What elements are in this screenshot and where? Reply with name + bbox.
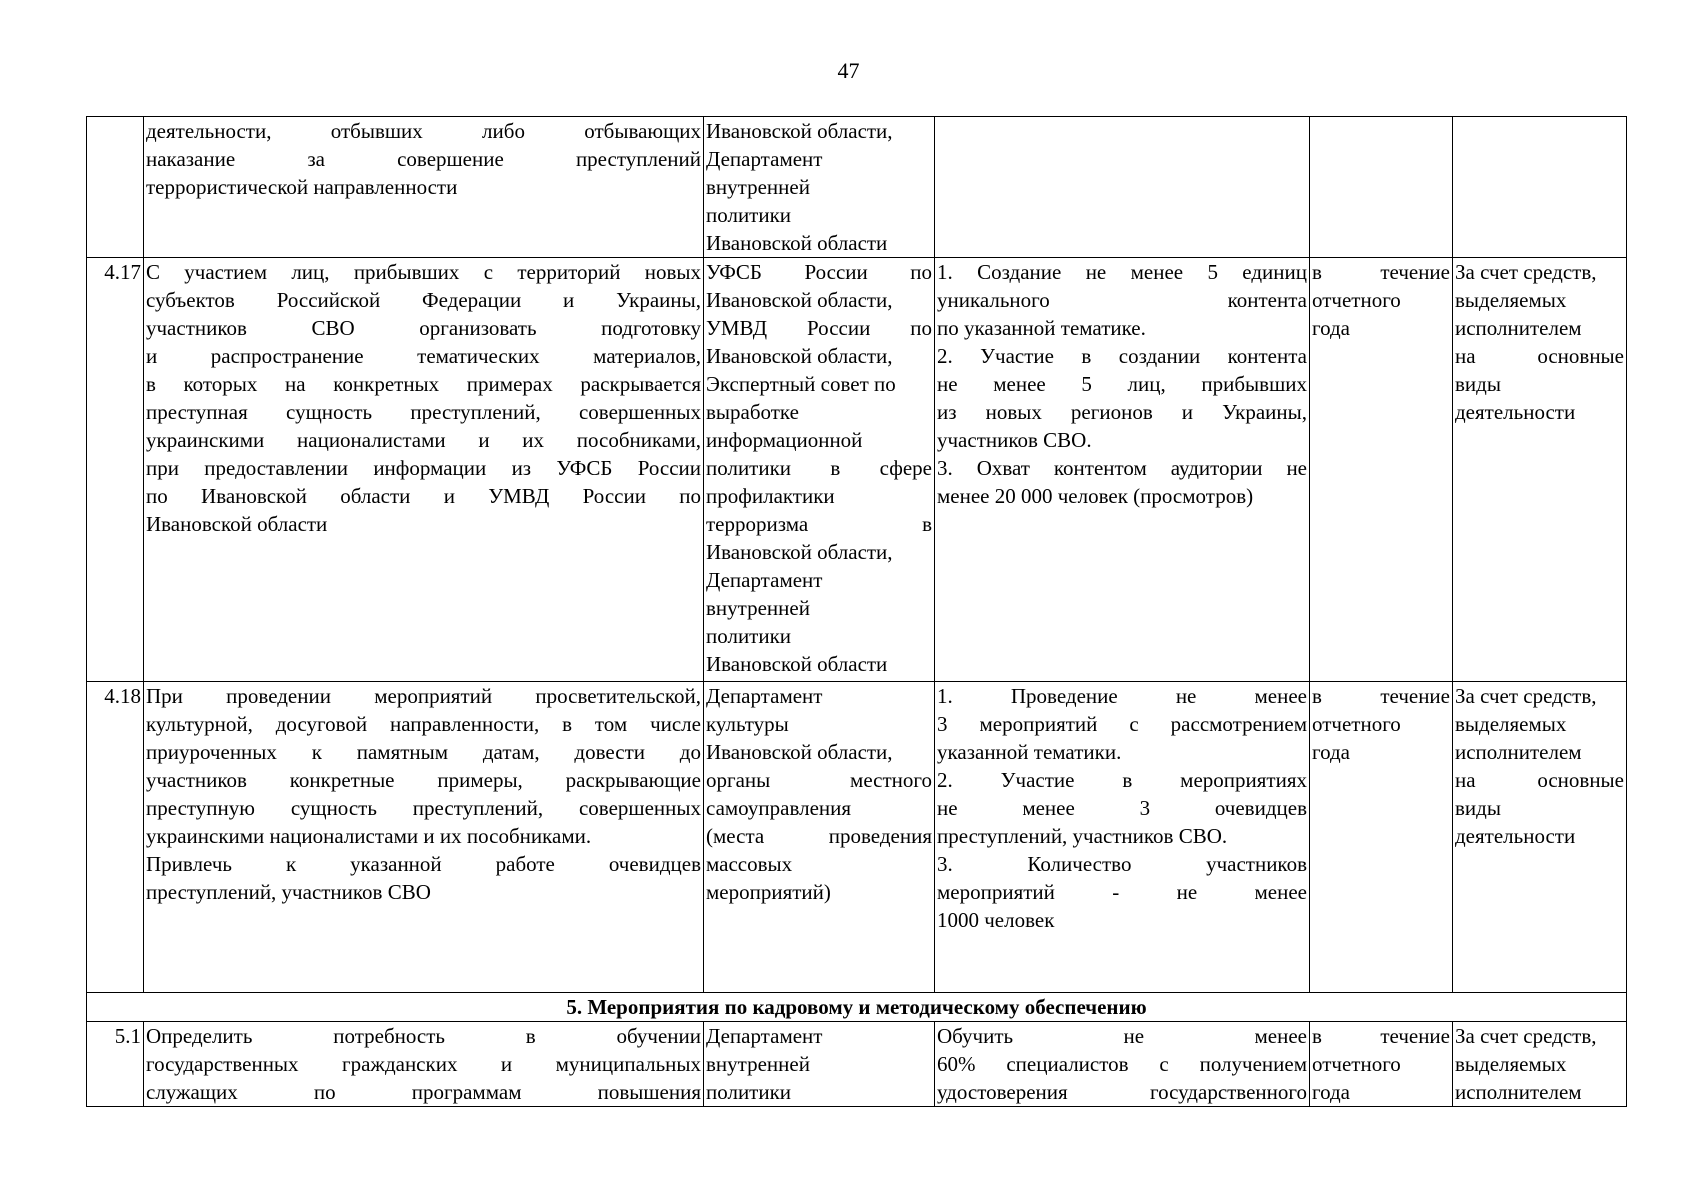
executor-line: политики xyxy=(706,624,792,648)
measure-line: преступлений, участников СВО xyxy=(146,880,431,904)
funding-cell xyxy=(1453,682,1627,993)
result-line: 3 мероприятий с рассмотрением xyxy=(937,712,1307,736)
result-line: из новых регионов и Украины, xyxy=(937,400,1307,424)
results-cell xyxy=(935,117,1310,258)
executors-cell xyxy=(704,117,935,258)
measure-line: Определить потребность в обучении xyxy=(146,1024,701,1048)
term-line: в течение xyxy=(1312,260,1450,284)
measure-line: С участием лиц, прибывших с территорий новых xyxy=(146,260,701,284)
row-number: 4.18 xyxy=(87,682,144,993)
funding-line: исполнителем xyxy=(1455,316,1582,340)
executor-line: УМВД России по xyxy=(706,316,932,340)
measure-line: служащих по программам повышения xyxy=(146,1080,701,1104)
result-line: указанной тематики. xyxy=(937,740,1122,764)
measure-line: украинскими националистами и их пособниками, xyxy=(146,428,701,452)
executor-line: Ивановской области, xyxy=(706,119,893,143)
executor-line: Ивановской области, xyxy=(706,540,893,564)
measures-table xyxy=(86,116,1627,1107)
term-line: в течение xyxy=(1312,684,1450,708)
result-line: преступлений, участников СВО. xyxy=(937,824,1228,848)
measure-line: в которых на конкретных примерах раскрывается xyxy=(146,372,701,396)
executor-line: массовых xyxy=(706,852,793,876)
executor-line: мероприятий) xyxy=(706,880,831,904)
term-line: отчетного xyxy=(1312,288,1401,312)
measure-line: при предоставлении информации из УФСБ России xyxy=(146,456,701,480)
result-line: не менее 3 очевидцев xyxy=(937,796,1307,820)
measure-line: субъектов Российской Федерации и Украины, xyxy=(146,288,701,312)
measure-line: деятельности, отбывших либо отбывающих xyxy=(146,119,701,143)
executor-line: внутренней xyxy=(706,596,810,620)
measure-line: Ивановской области xyxy=(146,512,328,536)
result-line: 3. Охват контентом аудитории не xyxy=(937,456,1307,480)
page-number: 47 xyxy=(837,58,860,83)
funding-line: виды xyxy=(1455,796,1501,820)
funding-cell xyxy=(1453,258,1627,682)
section-heading: 5. Мероприятия по кадровому и методическому обеспечению xyxy=(87,993,1627,1022)
executor-line: Ивановской области xyxy=(706,652,888,676)
row-number xyxy=(87,117,144,258)
executor-line: выработке xyxy=(706,400,799,424)
measure-line: наказание за совершение преступлений xyxy=(146,147,701,171)
funding-cell xyxy=(1453,117,1627,258)
funding-line: выделяемых xyxy=(1455,712,1567,736)
funding-line: деятельности xyxy=(1455,824,1576,848)
result-line: по указанной тематике. xyxy=(937,316,1146,340)
measure-line: участников конкретные примеры, раскрывающие xyxy=(146,768,701,792)
measure-line: При проведении мероприятий просветительской, xyxy=(146,684,701,708)
section-heading-row xyxy=(87,993,1627,1022)
term-cell xyxy=(1310,117,1453,258)
result-line: 1. Создание не менее 5 единиц xyxy=(937,260,1307,284)
table-row xyxy=(87,258,1627,682)
results-cell xyxy=(935,682,1310,993)
table-row xyxy=(87,1022,1627,1107)
executors-cell xyxy=(704,682,935,993)
result-line: 2. Участие в мероприятиях xyxy=(937,768,1307,792)
measure-line: террористической направленности xyxy=(146,175,458,199)
executor-line: политики xyxy=(706,203,792,227)
measure-cell xyxy=(144,1022,704,1107)
executor-line: УФСБ России по xyxy=(706,260,932,284)
result-line: 60% специалистов с получением xyxy=(937,1052,1307,1076)
measure-line: преступная сущность преступлений, совершенных xyxy=(146,400,701,424)
executor-line: органы местного xyxy=(706,768,932,792)
term-line: года xyxy=(1312,316,1350,340)
term-cell xyxy=(1310,258,1453,682)
executors-cell xyxy=(704,258,935,682)
measure-line: культурной, досуговой направленности, в том числе xyxy=(146,712,701,736)
result-line: 1000 человек xyxy=(937,908,1055,932)
measure-line: и распространение тематических материалов, xyxy=(146,344,701,368)
row-number: 4.17 xyxy=(87,258,144,682)
funding-line: За счет средств, xyxy=(1455,684,1597,708)
funding-cell xyxy=(1453,1022,1627,1107)
term-line: в течение xyxy=(1312,1024,1450,1048)
executor-line: Ивановской области, xyxy=(706,344,893,368)
measure-line: Привлечь к указанной работе очевидцев xyxy=(146,852,701,876)
term-line: отчетного xyxy=(1312,1052,1401,1076)
result-line: Обучить не менее xyxy=(937,1024,1307,1048)
executor-line: Департамент xyxy=(706,147,823,171)
results-cell xyxy=(935,258,1310,682)
executor-line: политики в сфере xyxy=(706,456,932,480)
funding-line: За счет средств, xyxy=(1455,260,1597,284)
funding-line: на основные xyxy=(1455,768,1624,792)
funding-line: выделяемых xyxy=(1455,288,1567,312)
results-cell xyxy=(935,1022,1310,1107)
funding-line: выделяемых xyxy=(1455,1052,1567,1076)
result-line: уникального контента xyxy=(937,288,1307,312)
executor-line: политики xyxy=(706,1080,792,1104)
result-line: менее 20 000 человек (просмотров) xyxy=(937,484,1254,508)
executor-line: Департамент xyxy=(706,1024,823,1048)
measure-line: участников СВО организовать подготовку xyxy=(146,316,701,340)
funding-line: За счет средств, xyxy=(1455,1024,1597,1048)
funding-line: исполнителем xyxy=(1455,1080,1582,1104)
measure-line: приуроченных к памятным датам, довести до xyxy=(146,740,701,764)
executor-line: внутренней xyxy=(706,1052,810,1076)
term-line: года xyxy=(1312,1080,1350,1104)
funding-line: исполнителем xyxy=(1455,740,1582,764)
result-line: мероприятий - не менее xyxy=(937,880,1307,904)
executors-cell xyxy=(704,1022,935,1107)
result-line: участников СВО. xyxy=(937,428,1092,452)
measure-line: по Ивановской области и УМВД России по xyxy=(146,484,701,508)
executor-line: внутренней xyxy=(706,175,810,199)
executor-line: терроризма в xyxy=(706,512,932,536)
executor-line: культуры xyxy=(706,712,789,736)
measure-cell xyxy=(144,258,704,682)
executor-line: информационной xyxy=(706,428,863,452)
measure-line: государственных гражданских и муниципальных xyxy=(146,1052,701,1076)
result-line: 2. Участие в создании контента xyxy=(937,344,1307,368)
executor-line: (места проведения xyxy=(706,824,932,848)
term-cell xyxy=(1310,1022,1453,1107)
term-cell xyxy=(1310,682,1453,993)
executor-line: самоуправления xyxy=(706,796,852,820)
executor-line: Экспертный совет по xyxy=(706,372,896,396)
result-line: 1. Проведение не менее xyxy=(937,684,1307,708)
term-line: года xyxy=(1312,740,1350,764)
funding-line: на основные xyxy=(1455,344,1624,368)
result-line: удостоверения государственного xyxy=(937,1080,1307,1104)
executor-line: профилактики xyxy=(706,484,835,508)
funding-line: деятельности xyxy=(1455,400,1576,424)
executor-line: Департамент xyxy=(706,568,823,592)
measure-line: украинскими националистами и их пособниками. xyxy=(146,824,592,848)
result-line: 3. Количество участников xyxy=(937,852,1307,876)
executor-line: Департамент xyxy=(706,684,823,708)
table-row xyxy=(87,117,1627,258)
row-number: 5.1 xyxy=(87,1022,144,1107)
measure-cell xyxy=(144,117,704,258)
funding-line: виды xyxy=(1455,372,1501,396)
executor-line: Ивановской области, xyxy=(706,288,893,312)
term-line: отчетного xyxy=(1312,712,1401,736)
executor-line: Ивановской области, xyxy=(706,740,893,764)
measure-cell xyxy=(144,682,704,993)
result-line: не менее 5 лиц, прибывших xyxy=(937,372,1307,396)
executor-line: Ивановской области xyxy=(706,231,888,255)
table-row xyxy=(87,682,1627,993)
measure-line: преступную сущность преступлений, совершенных xyxy=(146,796,701,820)
